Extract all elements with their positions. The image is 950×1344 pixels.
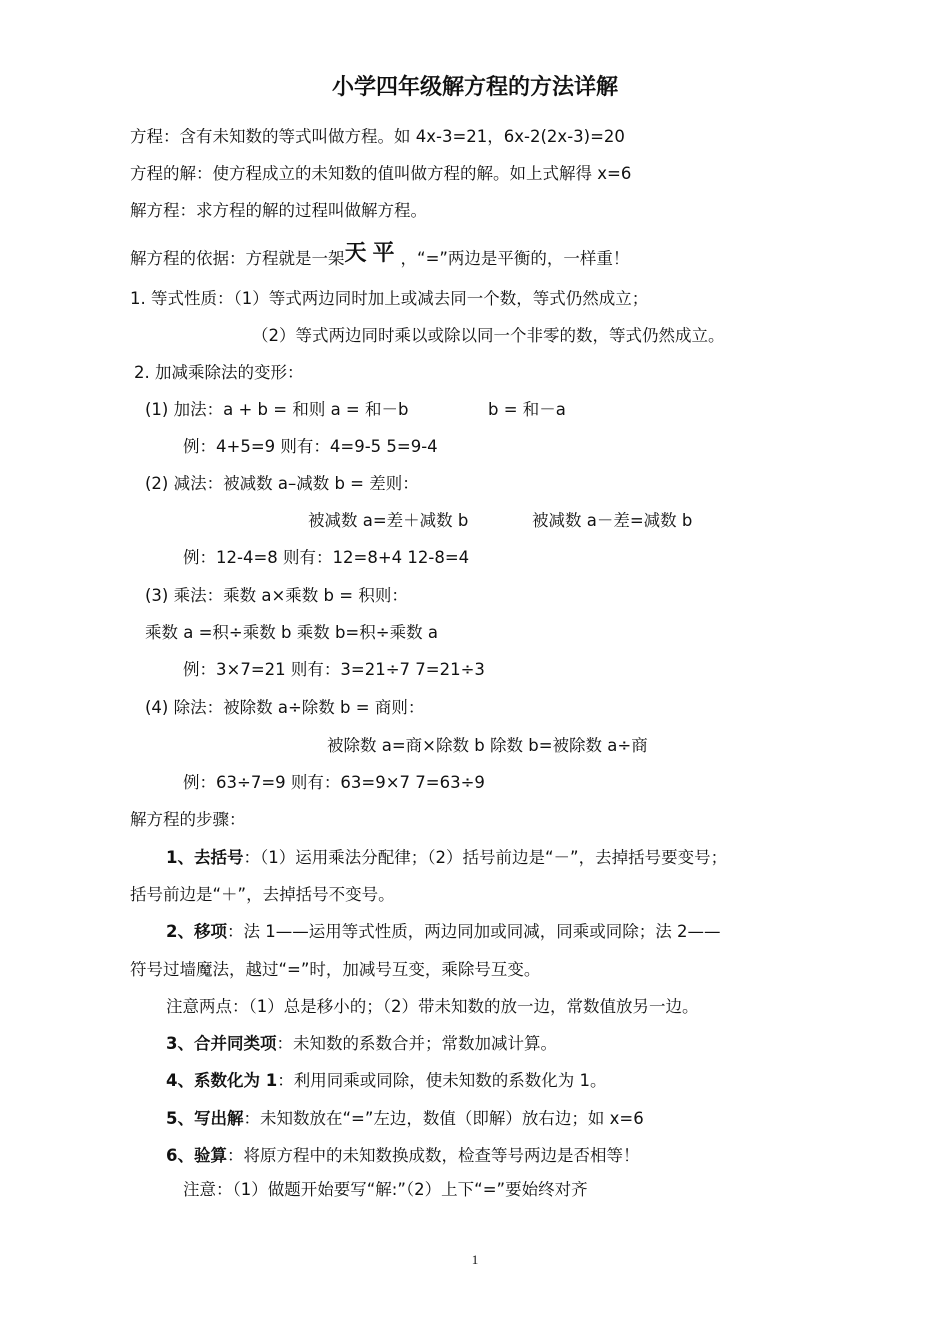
step-2-continued: 符号过墙魔法，越过“=”时，加减号互变，乘除号互变。 xyxy=(130,960,541,979)
def-basis xyxy=(130,240,630,269)
page-title: 小学四年级解方程的方法详解 xyxy=(331,75,618,100)
step-4-text: ：利用同乘或同除，使未知数的系数化为 1。 xyxy=(277,1071,607,1090)
step-6-text: ：将原方程中的未知数换成数，检查等号两边是否相等！ xyxy=(226,1146,640,1165)
def-solution: 方程的解：使方程成立的未知数的值叫做方程的解。如上式解得 x=6 xyxy=(130,164,632,183)
step-2 xyxy=(166,922,720,942)
division-rule: (4) 除法：被除数 a÷除数 b = 商则： xyxy=(145,698,425,717)
step-2-note: 注意两点：（1）总是移小的；（2）带未知数的放一边，常数值放另一边。 xyxy=(166,997,699,1016)
step-3-label: 3、合并同类项 xyxy=(166,1034,277,1053)
step-1-text: ：（1）运用乘法分配律；（2）括号前边是“－”，去掉括号要变号； xyxy=(243,848,728,867)
step-5-label: 5、写出解 xyxy=(166,1109,244,1128)
step-6-label: 6、验算 xyxy=(166,1146,227,1165)
multiplication-rule: (3) 乘法：乘数 a×乘数 b = 积则： xyxy=(145,586,408,605)
page-number: 1 xyxy=(471,1252,479,1267)
step-2-text: ：法 1——运用等式性质，两边同加或同减，同乘或同除；法 2—— xyxy=(226,922,721,941)
step-3 xyxy=(166,1034,557,1054)
def-solving: 解方程：求方程的解的过程叫做解方程。 xyxy=(130,201,427,220)
step-2-label: 2、移项 xyxy=(166,922,227,941)
addition-example: 例：4+5=9 则有：4=9-5 5=9-4 xyxy=(183,437,438,456)
basis-text-pre: 解方程的依据：方程就是一架 xyxy=(130,249,345,268)
balance-handwritten: 天平 xyxy=(344,240,401,266)
multiplication-example: 例：3×7=21 则有：3=21÷7 7=21÷3 xyxy=(183,660,485,679)
subtraction-formula-2: 被减数 a－差=减数 b xyxy=(532,511,693,530)
transform-heading: 2. 加减乘除法的变形： xyxy=(134,363,304,382)
step-1-continued: 括号前边是“＋”，去掉括号不变号。 xyxy=(130,885,395,904)
steps-heading: 解方程的步骤： xyxy=(130,810,246,829)
step-6 xyxy=(166,1146,639,1166)
final-note: 注意：（1）做题开始要写“解:”（2）上下“=”要始终对齐 xyxy=(183,1180,588,1199)
subtraction-formula-1: 被减数 a=差＋减数 b xyxy=(308,511,469,530)
addition-rule-2: b = 和－a xyxy=(488,400,566,419)
division-formula: 被除数 a=商×除数 b 除数 b=被除数 a÷商 xyxy=(327,736,648,755)
subtraction-example: 例：12-4=8 则有：12=8+4 12-8=4 xyxy=(183,548,470,567)
multiplication-formula: 乘数 a =积÷乘数 b 乘数 b=积÷乘数 a xyxy=(145,623,438,642)
step-1 xyxy=(166,848,727,868)
basis-text-post: ，“=”两边是平衡的，一样重！ xyxy=(400,249,630,268)
property-2: （2）等式两边同时乘以或除以同一个非零的数，等式仍然成立。 xyxy=(252,326,725,345)
subtraction-rule: (2) 减法：被减数 a–减数 b = 差则： xyxy=(145,474,419,493)
step-4-label: 4、系数化为 1 xyxy=(166,1071,278,1090)
def-equation: 方程：含有未知数的等式叫做方程。如 4x-3=21，6x-2(2x-3)=20 xyxy=(130,127,625,146)
step-4 xyxy=(166,1071,606,1091)
step-5 xyxy=(166,1109,644,1129)
property-1: 1. 等式性质：（1）等式两边同时加上或减去同一个数，等式仍然成立； xyxy=(130,289,649,308)
division-example: 例：63÷7=9 则有：63=9×7 7=63÷9 xyxy=(183,773,485,792)
step-1-label: 1、去括号 xyxy=(166,848,244,867)
step-5-text: ：未知数放在“=”左边，数值（即解）放右边；如 x=6 xyxy=(243,1109,644,1128)
addition-rule: (1) 加法：a + b = 和则 a = 和－b xyxy=(145,400,409,419)
step-3-text: ：未知数的系数合并；常数加减计算。 xyxy=(276,1034,557,1053)
